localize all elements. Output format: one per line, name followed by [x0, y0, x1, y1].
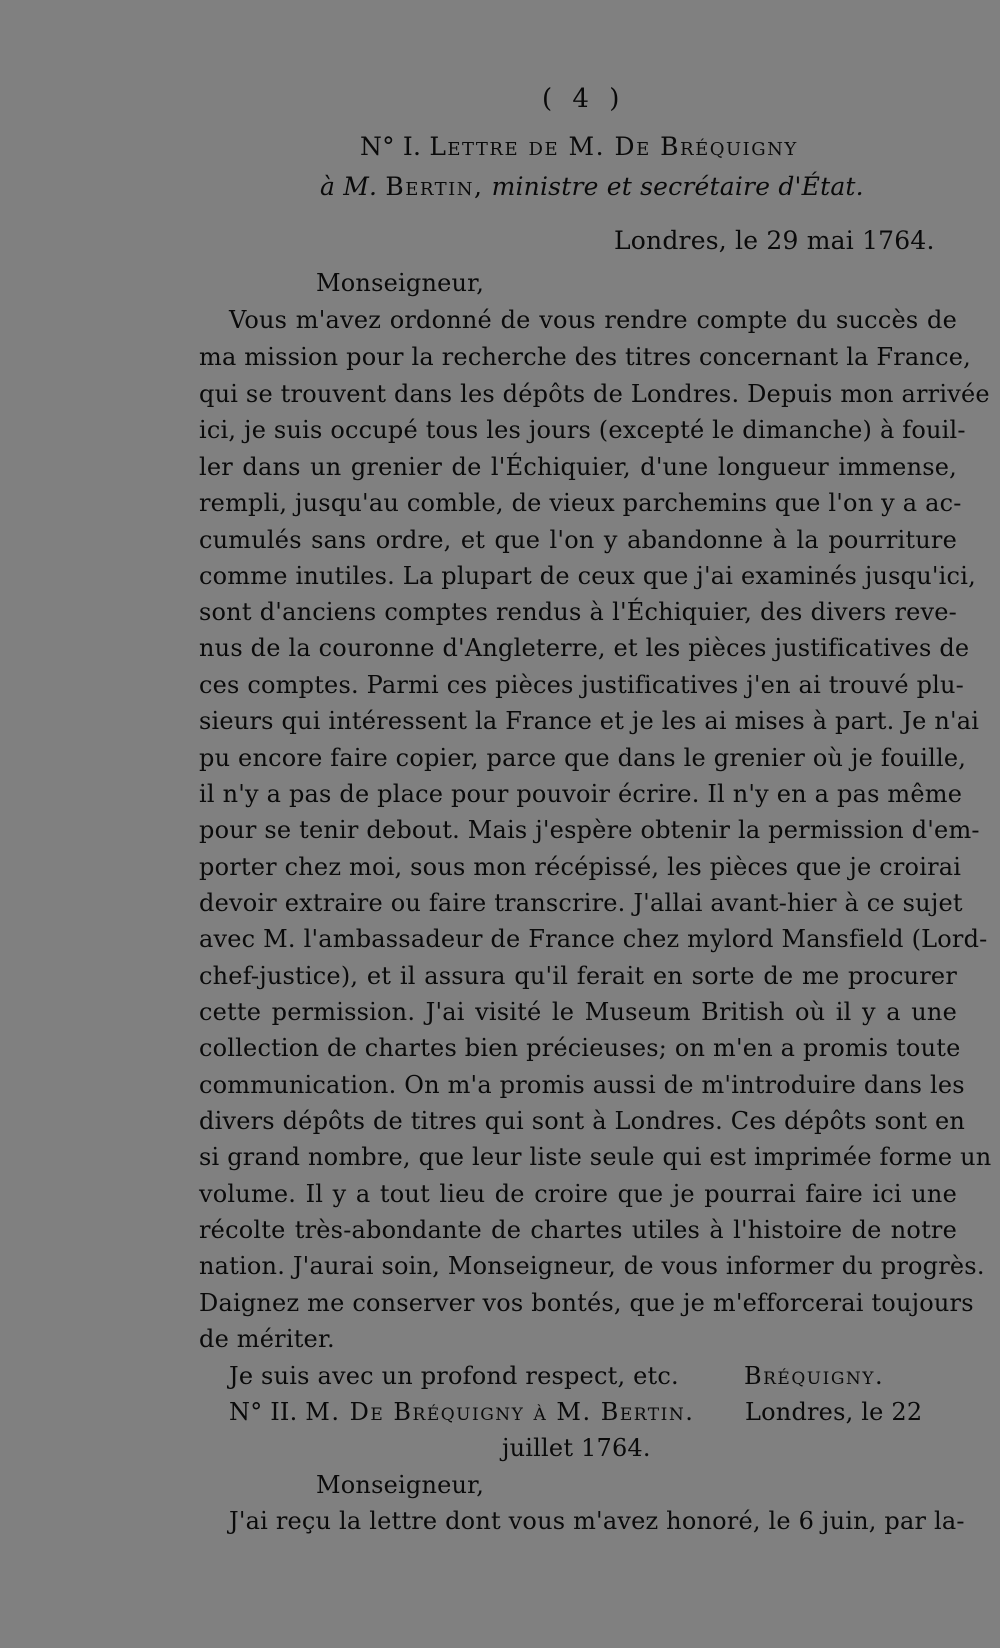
body-line: collection de chartes bien précieuses; on m'en a promis toute — [199, 1034, 961, 1062]
letter-number: N° I. — [360, 132, 422, 161]
body-line-last: de mériter. — [199, 1325, 335, 1353]
letter-date-end: juillet 1764. — [502, 1434, 651, 1462]
signature: Bréquigny. — [744, 1362, 885, 1390]
body-line: cumulés sans ordre, et que l'on y abandonne à la pourriture — [199, 526, 957, 554]
body-line: si grand nombre, que leur liste seule qui est imprimée forme un — [199, 1143, 992, 1171]
letter-title: Lettre de M. De Bréquigny — [429, 132, 798, 161]
body-line: ces comptes. Parmi ces pièces justificatives j'en ai trouvé plu- — [199, 671, 964, 699]
body-line: ler dans un grenier de l'Échiquier, d'une longueur immense, — [199, 453, 957, 481]
closing-text: Je suis avec un profond respect, etc. — [229, 1362, 679, 1390]
body-line: devoir extraire ou faire transcrire. J'allai avant-hier à ce sujet — [199, 889, 963, 917]
body-line: communication. On m'a promis aussi de m'introduire dans les — [199, 1071, 965, 1099]
page-number: ( 4 ) — [542, 84, 626, 114]
letter-heading-1 — [360, 132, 798, 162]
dateline: Londres, le 29 mai 1764. — [614, 226, 935, 255]
salutation-2: Monseigneur, — [316, 1471, 485, 1499]
letter-date-start: Londres, le 22 — [745, 1398, 923, 1426]
body-line: Daignez me conserver vos bontés, que je m'efforcerai toujours — [199, 1289, 974, 1317]
body-line: Vous m'avez ordonné de vous rendre compte du succès de — [229, 306, 957, 334]
recipient-role: ministre et secrétaire d'État. — [491, 172, 864, 201]
body-line: cette permission. J'ai visité le Museum British où il y a une — [199, 998, 957, 1026]
recipient-prefix: à M. — [320, 172, 378, 201]
body-line: nus de la couronne d'Angleterre, et les pièces justificatives de — [199, 634, 970, 662]
body-line: ma mission pour la recherche des titres concernant la France, — [199, 343, 971, 371]
body-line: chef-justice), et il assura qu'il ferait en sorte de me procurer — [199, 962, 957, 990]
letter-heading-3 — [229, 1397, 694, 1427]
body-line: récolte très-abondante de chartes utiles à l'histoire de notre — [199, 1216, 957, 1244]
letter-heading-2 — [320, 172, 864, 202]
body-line-final: J'ai reçu la lettre dont vous m'avez honoré, le 6 juin, par la- — [229, 1507, 965, 1535]
body-line: pour se tenir debout. Mais j'espère obtenir la permission d'em- — [199, 816, 980, 844]
closing-line — [229, 1361, 679, 1391]
body-line: volume. Il y a tout lieu de croire que je pourrai faire ici une — [199, 1180, 957, 1208]
body-line: porter chez moi, sous mon récépissé, les pièces que je croirai — [199, 853, 962, 881]
body-line: sieurs qui intéressent la France et je les ai mises à part. Je n'ai — [199, 707, 980, 735]
body-line: ici, je suis occupé tous les jours (excepté le dimanche) à fouil- — [199, 416, 966, 444]
body-line: nation. J'aurai soin, Monseigneur, de vous informer du progrès. — [199, 1252, 985, 1280]
letter-title-2: M. De Bréquigny à M. Bertin. — [305, 1398, 695, 1426]
body-line: pu encore faire copier, parce que dans le grenier où je fouille, — [199, 744, 967, 772]
body-line: comme inutiles. La plupart de ceux que j'ai examinés jusqu'ici, — [199, 562, 976, 590]
letter-number-2: N° II. — [229, 1398, 298, 1426]
body-line: rempli, jusqu'au comble, de vieux parchemins que l'on y a ac- — [199, 489, 962, 517]
body-line: divers dépôts de titres qui sont à Londres. Ces dépôts sont en — [199, 1107, 966, 1135]
body-line: avec M. l'ambassadeur de France chez mylord Mansfield (Lord- — [199, 925, 988, 953]
body-line: qui se trouvent dans les dépôts de Londres. Depuis mon arrivée — [199, 380, 990, 408]
body-line: sont d'anciens comptes rendus à l'Échiquier, des divers reve- — [199, 598, 957, 626]
salutation: Monseigneur, — [316, 269, 485, 297]
body-line: il n'y a pas de place pour pouvoir écrire. Il n'y en a pas même — [199, 780, 963, 808]
recipient-name: Bertin, — [385, 172, 484, 201]
